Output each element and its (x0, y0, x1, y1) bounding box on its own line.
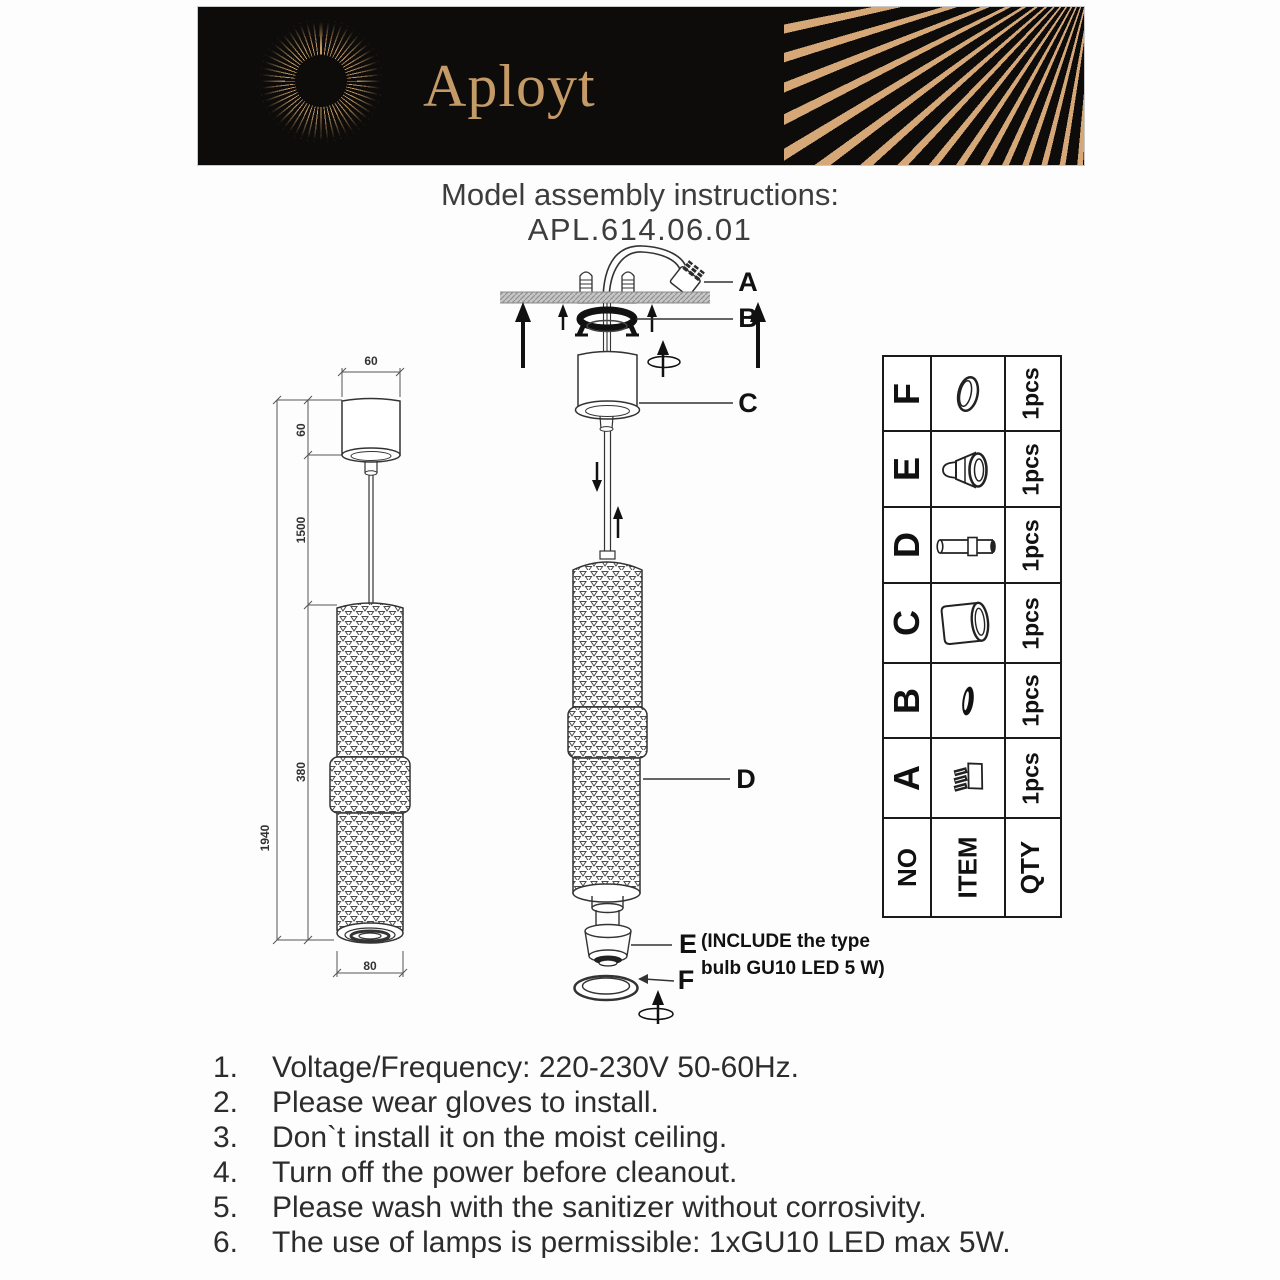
model-number: APL.614.06.01 (527, 212, 753, 247)
brand-wordmark: Aployt (423, 52, 596, 119)
dim-bottom-width: 80 (363, 959, 377, 973)
row-qty: 1pcs (1017, 442, 1044, 496)
twist-arrow-bottom (639, 990, 673, 1024)
item-text: Turn off the power before cleanout. (272, 1156, 738, 1189)
row-no: C (886, 610, 927, 636)
trim-ring-drawing (575, 976, 638, 1000)
lamp-body-drawing (568, 551, 647, 902)
leader-lines (631, 282, 733, 981)
canopy-drawing (576, 352, 640, 432)
mounting-ring-icon (932, 665, 1004, 737)
page-title: Model assembly instructions: (441, 177, 839, 212)
bulb-note-line1: (INCLUDE the type (701, 931, 870, 952)
rod-icon (932, 509, 1004, 581)
cord-arrows (592, 462, 623, 538)
part-label-c: C (738, 388, 758, 418)
instructions-list (213, 1051, 1113, 1261)
canopy-icon (932, 585, 1004, 661)
sunburst-center (295, 55, 347, 107)
item-number: 4. (213, 1156, 239, 1189)
item-number: 1. (213, 1051, 239, 1084)
table-row (884, 432, 1060, 508)
dim-total-height: 1940 (258, 824, 272, 852)
item-text: Please wear gloves to install. (272, 1086, 659, 1119)
row-qty: 1pcs (1017, 674, 1044, 727)
row-qty: 1pcs (1017, 596, 1044, 650)
list-item (213, 1191, 1113, 1226)
row-qty: 1pcs (1017, 751, 1044, 805)
table-row (884, 508, 1060, 584)
row-no: A (886, 765, 927, 791)
item-number: 3. (213, 1121, 239, 1154)
item-number: 6. (213, 1226, 239, 1259)
list-item (213, 1051, 1113, 1086)
part-label-e: E (678, 929, 697, 959)
row-no: F (886, 382, 927, 405)
assembly-exploded-diagram (490, 240, 910, 1030)
item-text: Voltage/Frequency: 220-230V 50-60Hz. (272, 1051, 800, 1084)
dimensioned-lamp-drawing (250, 355, 430, 1000)
part-label-d: D (736, 764, 756, 794)
list-item (213, 1086, 1113, 1121)
wire-connector-drawing (670, 259, 707, 297)
table-header-row (884, 819, 1060, 916)
parts-table (882, 355, 1062, 918)
table-row (884, 584, 1060, 664)
twist-arrow-top (648, 340, 680, 377)
dim-body-height: 380 (294, 761, 308, 783)
dim-canopy-height: 60 (294, 423, 308, 437)
dim-cord-length: 1500 (294, 516, 308, 544)
socket-drawing (585, 896, 631, 966)
item-number: 2. (213, 1086, 239, 1119)
wire-connector-icon (932, 740, 1004, 816)
row-no: D (886, 532, 927, 558)
list-item (213, 1226, 1113, 1261)
row-qty: 1pcs (1017, 367, 1044, 420)
header-item: ITEM (952, 836, 983, 899)
part-label-f: F (677, 965, 695, 995)
header-qty: QTY (1015, 840, 1046, 895)
bulb-note (701, 928, 885, 982)
part-label-b: B (738, 303, 758, 333)
ceiling-drawing (500, 292, 710, 303)
row-no: E (885, 456, 927, 482)
list-item (213, 1156, 1113, 1191)
table-row (884, 664, 1060, 739)
lamp-socket-icon (932, 433, 1004, 505)
header-no: NO (891, 848, 922, 887)
bulb-note-line2: bulb GU10 LED 5 W) (701, 958, 885, 979)
item-text: Please wash with the sanitizer without corrosivity. (272, 1191, 927, 1224)
item-text: Don`t install it on the moist ceiling. (272, 1121, 728, 1154)
dim-top-width: 60 (364, 354, 378, 368)
table-row (884, 357, 1060, 432)
brand-banner (197, 6, 1085, 166)
item-number: 5. (213, 1191, 239, 1224)
trim-ring-icon (932, 358, 1004, 430)
up-arrows (515, 302, 766, 368)
list-item (213, 1121, 1113, 1156)
item-text: The use of lamps is permissible: 1xGU10 LED max 5W. (272, 1226, 1011, 1259)
part-label-a: A (738, 267, 758, 297)
row-qty: 1pcs (1017, 518, 1044, 572)
row-no: B (886, 687, 927, 714)
table-row (884, 739, 1060, 819)
ray-fan-decoration (784, 7, 1084, 165)
